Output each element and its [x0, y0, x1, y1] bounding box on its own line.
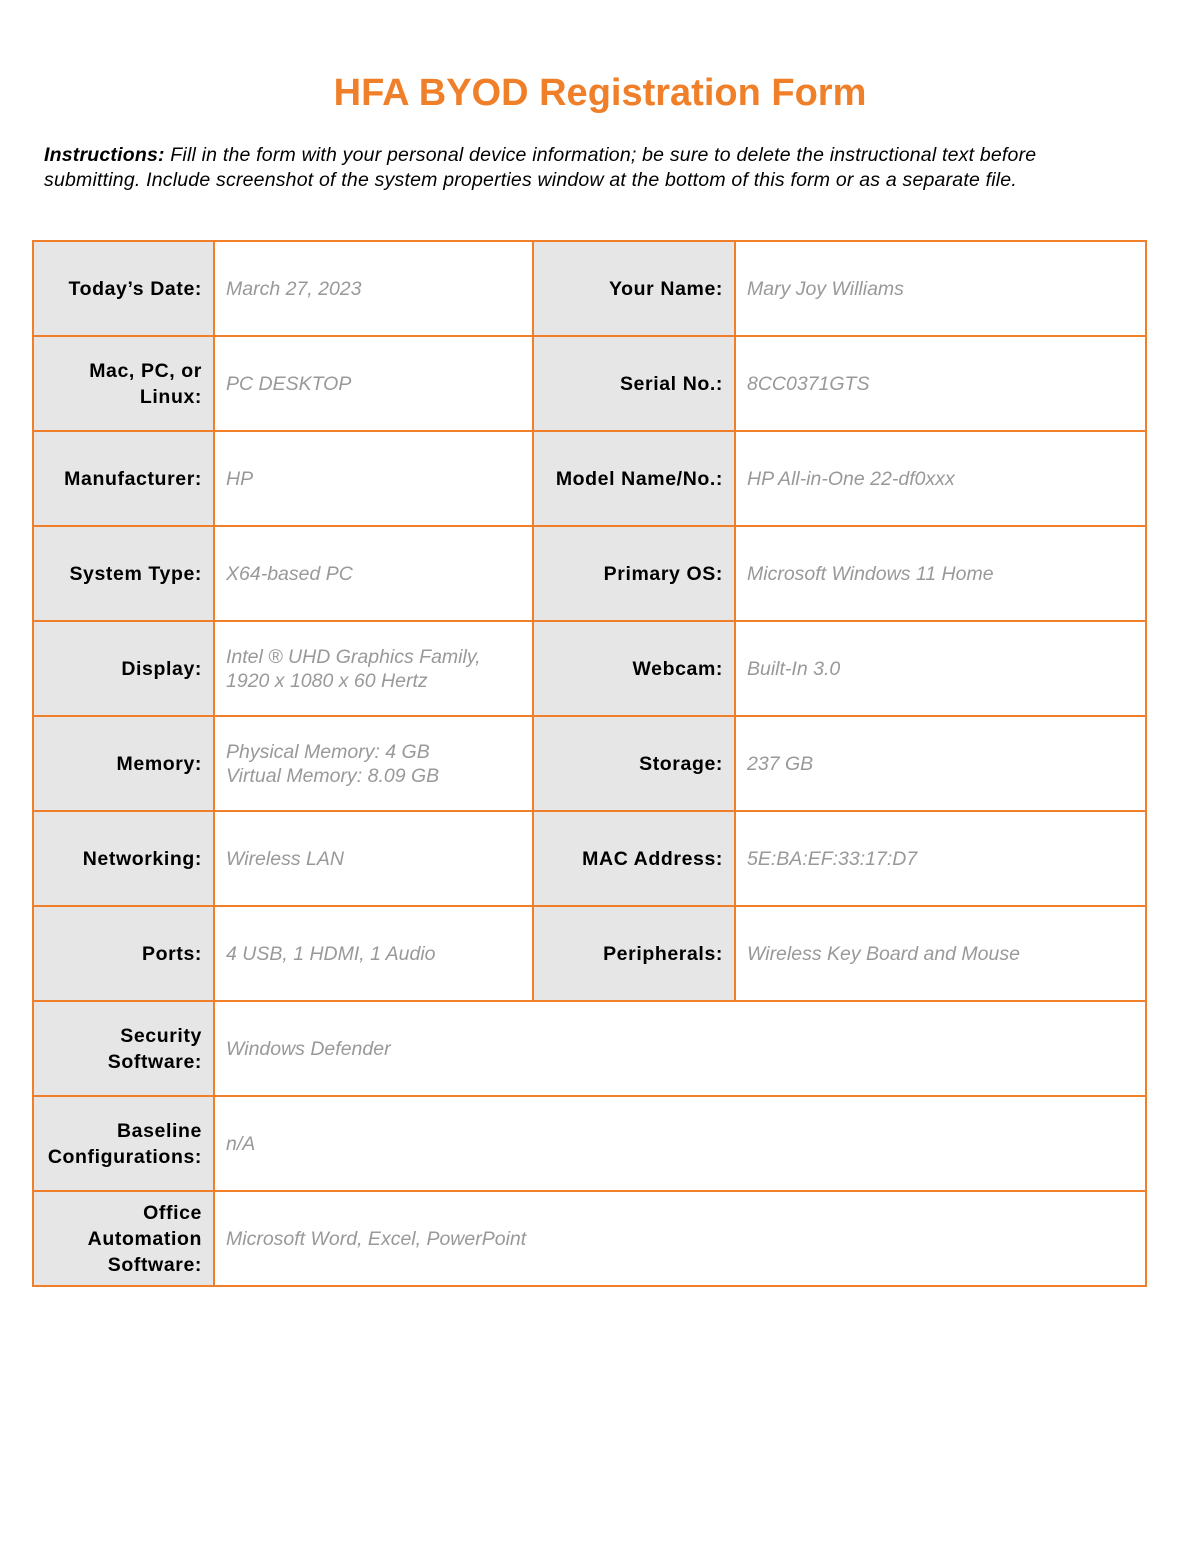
baseline-configurations-field[interactable]: n/A — [214, 1096, 1146, 1191]
serial-no-field[interactable]: 8CC0371GTS — [735, 336, 1146, 431]
system-type-label: System Type: — [33, 526, 214, 621]
form-row-office — [33, 1191, 1146, 1286]
security-software-label: Security Software: — [33, 1001, 214, 1096]
form-row-display-webcam — [33, 621, 1146, 716]
form-row-memory-storage — [33, 716, 1146, 811]
primary-os-label: Primary OS: — [533, 526, 735, 621]
networking-field[interactable]: Wireless LAN — [214, 811, 533, 906]
storage-label: Storage: — [533, 716, 735, 811]
display-field[interactable]: Intel ® UHD Graphics Family, 1920 x 1080 x 60 Hertz — [214, 621, 533, 716]
form-row-baseline — [33, 1096, 1146, 1191]
webcam-label: Webcam: — [533, 621, 735, 716]
todays-date-field[interactable]: March 27, 2023 — [214, 241, 533, 336]
page-title: HFA BYOD Registration Form — [333, 72, 867, 114]
model-field[interactable]: HP All-in-One 22-df0xxx — [735, 431, 1146, 526]
peripherals-field[interactable]: Wireless Key Board and Mouse — [735, 906, 1146, 1001]
office-automation-field[interactable]: Microsoft Word, Excel, PowerPoint — [214, 1191, 1146, 1286]
registration-form-table — [32, 240, 1147, 1287]
ports-label: Ports: — [33, 906, 214, 1001]
model-label: Model Name/No.: — [533, 431, 735, 526]
peripherals-label: Peripherals: — [533, 906, 735, 1001]
manufacturer-label: Manufacturer: — [33, 431, 214, 526]
your-name-label: Your Name: — [533, 241, 735, 336]
form-row-security — [33, 1001, 1146, 1096]
mac-address-label: MAC Address: — [533, 811, 735, 906]
todays-date-label: Today’s Date: — [33, 241, 214, 336]
form-row-networking-mac — [33, 811, 1146, 906]
form-row-systemtype-os — [33, 526, 1146, 621]
platform-field[interactable]: PC DESKTOP — [214, 336, 533, 431]
form-row-platform-serial — [33, 336, 1146, 431]
primary-os-field[interactable]: Microsoft Windows 11 Home — [735, 526, 1146, 621]
instructions-text: Fill in the form with your personal device information; be sure to delete the instructional text before submitting. Include screenshot of the system properties window at the bottom of this form or as a separate file. — [44, 144, 1037, 191]
ports-field[interactable]: 4 USB, 1 HDMI, 1 Audio — [214, 906, 533, 1001]
office-automation-label: Office Automation Software: — [33, 1191, 214, 1286]
webcam-field[interactable]: Built-In 3.0 — [735, 621, 1146, 716]
your-name-field[interactable]: Mary Joy Williams — [735, 241, 1146, 336]
networking-label: Networking: — [33, 811, 214, 906]
serial-no-label: Serial No.: — [533, 336, 735, 431]
system-type-field[interactable]: X64-based PC — [214, 526, 533, 621]
platform-label: Mac, PC, or Linux: — [33, 336, 214, 431]
mac-address-field[interactable]: 5E:BA:EF:33:17:D7 — [735, 811, 1146, 906]
memory-label: Memory: — [33, 716, 214, 811]
memory-field[interactable]: Physical Memory: 4 GB Virtual Memory: 8.09 GB — [214, 716, 533, 811]
form-row-date-name — [33, 241, 1146, 336]
display-label: Display: — [33, 621, 214, 716]
baseline-configurations-label: Baseline Configurations: — [33, 1096, 214, 1191]
manufacturer-field[interactable]: HP — [214, 431, 533, 526]
instructions-label: Instructions: — [44, 144, 165, 166]
security-software-field[interactable]: Windows Defender — [214, 1001, 1146, 1096]
form-row-manufacturer-model — [33, 431, 1146, 526]
form-row-ports-peripherals — [33, 906, 1146, 1001]
instructions — [44, 143, 1064, 193]
storage-field[interactable]: 237 GB — [735, 716, 1146, 811]
